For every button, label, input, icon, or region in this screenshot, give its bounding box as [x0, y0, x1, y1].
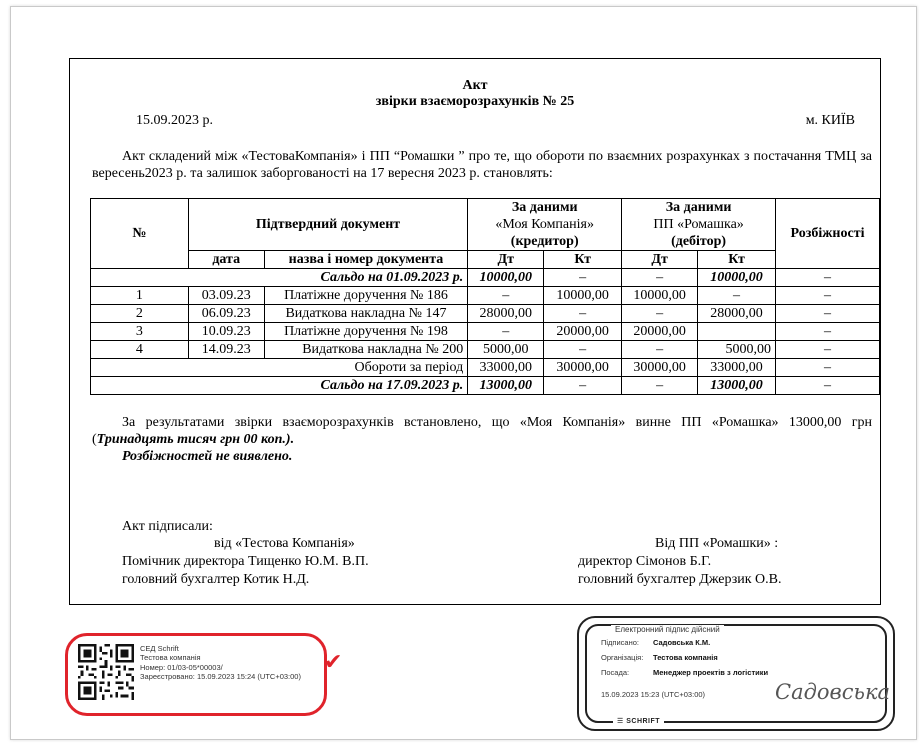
header-kt1: Кт: [544, 251, 622, 269]
header-document: Підтвердний документ: [188, 199, 468, 251]
table-row: [91, 323, 880, 341]
row-dt1: 5000,00: [468, 341, 544, 359]
checkmark-icon: ✔: [324, 650, 343, 675]
row-date: 03.09.23: [188, 287, 264, 305]
turnover-kt2: 33000,00: [698, 359, 776, 377]
opening-kt1: –: [544, 269, 622, 287]
result-text: За результатами звірки взаєморозрахунків встановлено, що «Моя Компанія» винне ПП «Ромашка» 13000,00 грн (: [92, 415, 872, 447]
result-amount-words: Тринадцять тисяч грн 00 коп.).: [96, 432, 295, 447]
doc-city: м. КИЇВ: [805, 113, 855, 128]
position-row: [601, 668, 768, 677]
row-name: Платіжне доручення № 198: [264, 323, 468, 341]
row-kt1: 20000,00: [544, 323, 622, 341]
turnover-label: Обороти за період: [91, 359, 468, 377]
header-company-l3: (кредитор): [510, 234, 579, 249]
closing-dt1: 13000,00: [468, 377, 544, 395]
row-kt2: 5000,00: [698, 341, 776, 359]
row-diff: –: [776, 323, 880, 341]
no-discrepancies: Розбіжностей не виявлено.: [122, 449, 293, 464]
table-row: [91, 287, 880, 305]
doc-subtitle: звірки взаєморозрахунків № 25: [375, 94, 575, 109]
row-date: 14.09.23: [188, 341, 264, 359]
row-kt1: 10000,00: [544, 287, 622, 305]
registration-stamp: [65, 633, 327, 716]
row-dt1: –: [468, 287, 544, 305]
turnover-dt2: 30000,00: [622, 359, 698, 377]
opening-kt2: 10000,00: [698, 269, 776, 287]
signatures-heading: Акт підписали:: [122, 519, 213, 534]
header-kt2: Кт: [698, 251, 776, 269]
closing-balance-row: [91, 377, 880, 395]
org-label: Організація:: [601, 653, 644, 662]
opening-label: Сальдо на 01.09.2023 р.: [91, 269, 468, 287]
opening-diff: –: [776, 269, 880, 287]
table-row: [91, 305, 880, 323]
row-dt2: 20000,00: [622, 323, 698, 341]
header-date: дата: [188, 251, 264, 269]
closing-kt1: –: [544, 377, 622, 395]
header-partner-l3: (дебітор): [671, 234, 727, 249]
row-diff: –: [776, 341, 880, 359]
row-no: 3: [91, 323, 189, 341]
closing-kt2: 13000,00: [698, 377, 776, 395]
result-paragraph: [92, 414, 872, 448]
org-row: [601, 653, 718, 662]
right-signer-2: головний бухгалтер Джерзик О.В.: [578, 572, 782, 587]
row-diff: –: [776, 287, 880, 305]
right-signer-1: директор Сімонов Б.Г.: [578, 554, 712, 569]
table-row: [91, 341, 880, 359]
reg-system: СЕД Schrift: [140, 644, 179, 653]
header-dt1: Дт: [468, 251, 544, 269]
reg-org: Тестова компанія: [140, 653, 201, 663]
e-signature-inner: [585, 624, 891, 725]
handwritten-signature: Садовська: [775, 680, 891, 704]
row-date: 06.09.23: [188, 305, 264, 323]
row-dt1: –: [468, 323, 544, 341]
row-no: 4: [91, 341, 189, 359]
left-org: від «Тестова Компанія»: [214, 536, 355, 551]
row-date: 10.09.23: [188, 323, 264, 341]
e-signature-header: Електронний підпис дійсний: [611, 625, 724, 634]
signed-label: Підписано:: [601, 638, 640, 647]
header-partner-l2: ПП «Ромашка»: [653, 217, 744, 232]
row-kt1: –: [544, 341, 622, 359]
row-dt2: –: [622, 341, 698, 359]
signature-datetime: 15.09.2023 15:23 (UTC+03:00): [601, 690, 706, 699]
reconciliation-table: [90, 198, 880, 395]
opening-dt2: –: [622, 269, 698, 287]
intro-paragraph: Акт складений між «ТестоваКомпанія» і ПП “Ромашки ” про те, що обороти по взаємних розрахунках з постачання ТМЦ за вересень2023 р. та залишок заборгованості на 17 вересня 2023 р. становлять:: [92, 149, 872, 181]
header-diff: Розбіжності: [776, 199, 880, 269]
row-no: 1: [91, 287, 189, 305]
turnover-kt1: 30000,00: [544, 359, 622, 377]
row-dt2: –: [622, 305, 698, 323]
turnover-dt1: 33000,00: [468, 359, 544, 377]
qr-code-icon: [78, 644, 134, 700]
act-frame: [69, 58, 881, 605]
reg-number: Номер: 01/03-05*00003/: [140, 662, 223, 672]
turnover-row: [91, 359, 880, 377]
signed-value: Садовська К.М.: [653, 638, 711, 647]
closing-label: Сальдо на 17.09.2023 р.: [91, 377, 468, 395]
row-kt2: [698, 323, 776, 341]
e-signature-stamp: [577, 616, 895, 731]
row-dt2: 10000,00: [622, 287, 698, 305]
row-kt1: –: [544, 305, 622, 323]
header-partner-l1: За даними: [665, 200, 732, 215]
header-company-l1: За даними: [511, 200, 578, 215]
header-company-l2: «Моя Компанія»: [495, 217, 594, 232]
row-kt2: –: [698, 287, 776, 305]
row-diff: –: [776, 305, 880, 323]
org-value: Тестова компанія: [653, 653, 718, 662]
left-signer-1: Помічник директора Тищенко Ю.М. В.П.: [122, 554, 369, 569]
right-org: Від ПП «Ромашки» :: [655, 536, 779, 551]
opening-balance-row: [91, 269, 880, 287]
left-signer-2: головний бухгалтер Котик Н.Д.: [122, 572, 310, 587]
opening-dt1: 10000,00: [468, 269, 544, 287]
position-label: Посада:: [601, 668, 630, 677]
schrift-logo: ☰ SCHRIFT: [613, 717, 664, 725]
header-name: назва і номер документа: [264, 251, 468, 269]
doc-title: Акт: [462, 78, 488, 93]
header-company: [468, 199, 622, 251]
row-no: 2: [91, 305, 189, 323]
signed-row: [601, 638, 710, 647]
header-dt2: Дт: [622, 251, 698, 269]
position-value: Менеджер проектів з логістики: [653, 668, 769, 677]
header-partner: [622, 199, 776, 251]
turnover-diff: –: [776, 359, 880, 377]
row-name: Видаткова накладна № 147: [264, 305, 468, 323]
registration-info: [140, 644, 301, 682]
header-no: №: [91, 199, 189, 269]
closing-diff: –: [776, 377, 880, 395]
closing-dt2: –: [622, 377, 698, 395]
row-dt1: 28000,00: [468, 305, 544, 323]
row-name: Видаткова накладна № 200: [264, 341, 468, 359]
reg-datetime: Зареєстровано: 15.09.2023 15:24 (UTC+03:00): [140, 672, 301, 682]
doc-date: 15.09.2023 р.: [136, 113, 213, 128]
row-kt2: 28000,00: [698, 305, 776, 323]
row-name: Платіжне доручення № 186: [264, 287, 468, 305]
